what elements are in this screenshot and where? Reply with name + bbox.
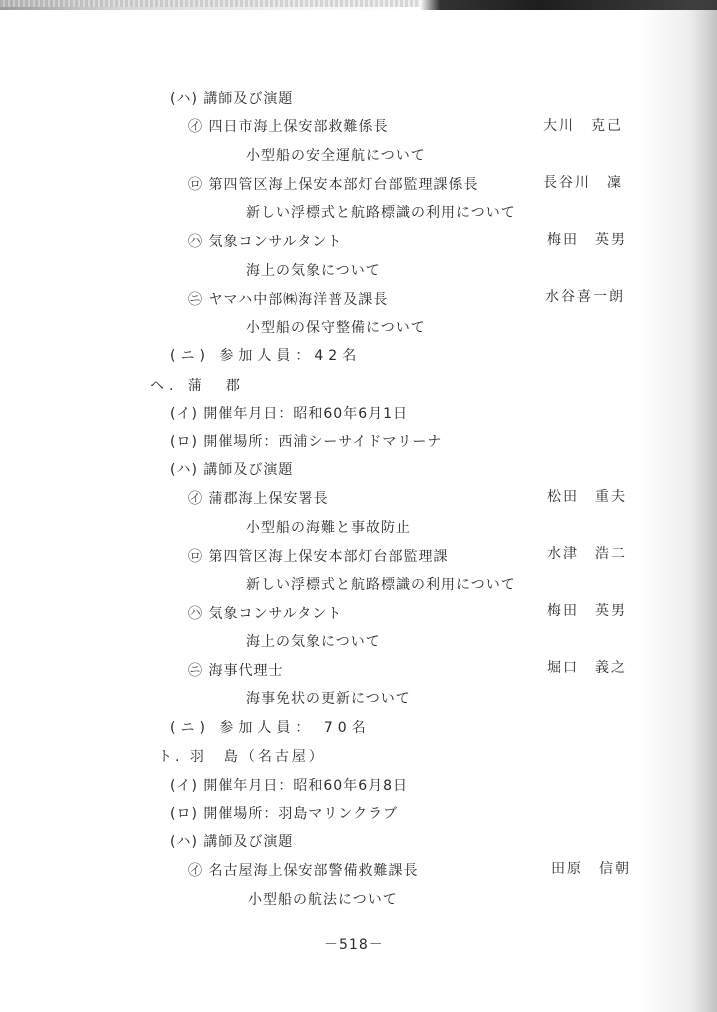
event-date: (イ) 開催年月日：昭和60年6月1日	[170, 406, 409, 422]
lecture-topic: 小型船の海難と事故防止	[246, 520, 411, 536]
lecture-item: ㋺ 第四管区海上保安本部灯台部監理課	[188, 549, 449, 565]
scan-right-shadow	[689, 0, 717, 1012]
lecture-topic: 小型船の航法について	[248, 892, 398, 908]
lecturer-name: 田原 信朝	[551, 861, 631, 877]
participants: (ニ) 参加人員： 70名	[170, 720, 371, 736]
lecture-item: ㋩ 気象コンサルタント	[188, 234, 343, 250]
lecture-topic: 新しい浮標式と航路標識の利用について	[246, 205, 516, 221]
lecturer-name: 水津 浩二	[547, 546, 627, 562]
participants: (ニ) 参加人員：42名	[170, 348, 362, 364]
lecture-topic: 小型船の安全運航について	[246, 148, 426, 164]
lecturers-heading: (ハ) 講師及び演題	[170, 834, 294, 850]
section-heading: ヘ. 蒲 郡	[150, 378, 245, 394]
event-venue: (ロ) 開催場所：西浦シーサイドマリーナ	[170, 434, 443, 450]
event-venue: (ロ) 開催場所：羽島マリンクラブ	[170, 806, 399, 822]
lecturers-heading: (ハ) 講師及び演題	[170, 462, 294, 478]
event-date: (イ) 開催年月日：昭和60年6月8日	[170, 778, 409, 794]
lecturer-name: 松田 重夫	[547, 489, 627, 505]
lecturer-name: 大川 克己	[543, 118, 623, 134]
lecturer-name: 水谷喜一朗	[545, 289, 625, 305]
lecturer-name: 梅田 英男	[547, 603, 627, 619]
lecture-topic: 海事免状の更新について	[246, 691, 411, 707]
lecturer-name: 堀口 義之	[547, 660, 627, 676]
lecturers-heading: (ハ) 講師及び演題	[170, 91, 294, 107]
lecture-topic: 海上の気象について	[246, 634, 381, 650]
lecturer-name: 梅田 英男	[547, 232, 627, 248]
lecture-topic: 海上の気象について	[246, 263, 381, 279]
lecture-item: ㋥ 海事代理士	[188, 663, 284, 679]
section-heading: ト. 羽 島（名古屋）	[158, 749, 326, 765]
page-number: －518－	[324, 937, 384, 953]
lecture-topic: 新しい浮標式と航路標識の利用について	[246, 577, 516, 593]
lecture-item: ㋑ 四日市海上保安部救難係長	[188, 119, 389, 135]
lecturer-name: 長谷川 凜	[543, 175, 623, 191]
lecture-item: ㋑ 蒲郡海上保安署長	[188, 491, 329, 507]
lecture-item: ㋩ 気象コンサルタント	[188, 606, 343, 622]
lecture-item: ㋥ ヤマハ中部㈱海洋普及課長	[188, 292, 389, 308]
lecture-topic: 小型船の保守整備について	[246, 320, 426, 336]
scan-top-noise	[0, 0, 420, 7]
lecture-item: ㋑ 名古屋海上保安部警備救難課長	[188, 863, 419, 879]
lecture-item: ㋺ 第四管区海上保安本部灯台部監理課係長	[188, 177, 479, 193]
